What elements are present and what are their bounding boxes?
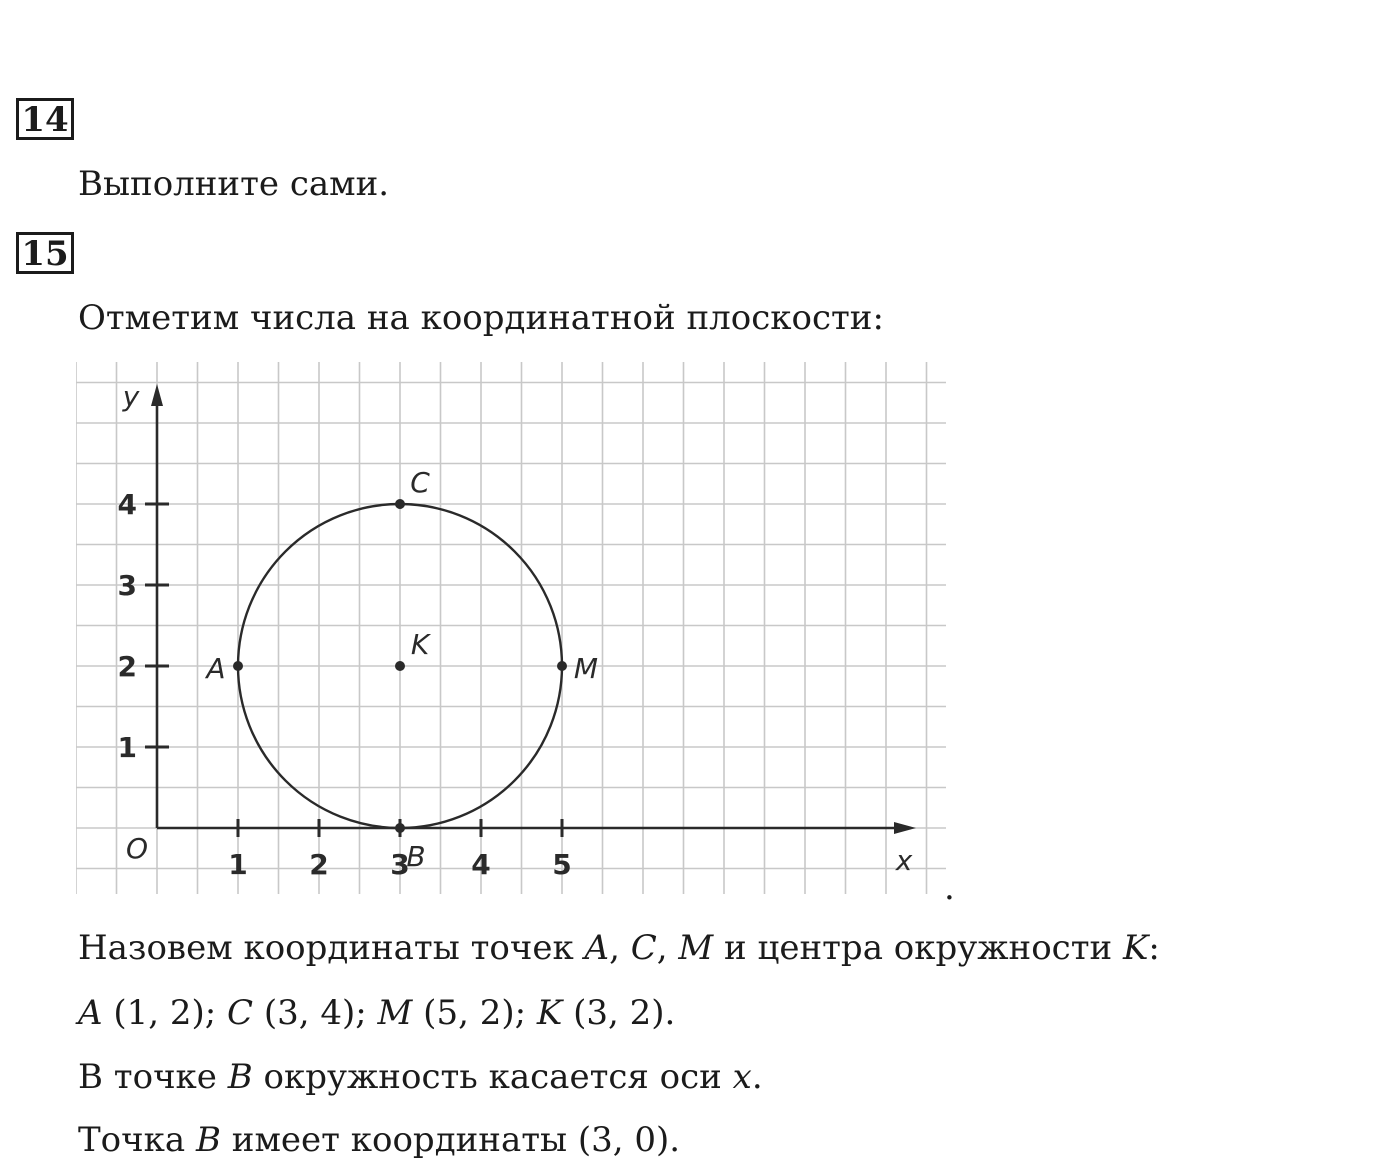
point-m-label: M <box>573 652 599 685</box>
point-b-prefix: Точка <box>78 1120 196 1160</box>
y-axis-arrow <box>151 384 163 406</box>
task-15-number: 15 <box>16 232 74 274</box>
point-b-name: B <box>195 1120 221 1160</box>
question-prefix: Назовем координаты точек <box>78 928 585 968</box>
point-a-name: A <box>584 928 610 968</box>
point-b-statement <box>78 1120 680 1160</box>
point-a-label: A <box>206 652 226 685</box>
x-tick-label: 2 <box>309 848 329 881</box>
x-tick-label: 1 <box>228 848 248 881</box>
y-tick-label: 3 <box>117 569 137 602</box>
task-15-intro: Отметим числа на координатной плоскости: <box>78 298 884 338</box>
coordinate-plane-figure <box>76 362 946 894</box>
y-tick-label: 1 <box>117 731 137 764</box>
task-14-text: Выполните сами. <box>78 164 390 204</box>
point-c-marker <box>395 499 405 509</box>
x-axis-arrow <box>894 822 916 834</box>
axis-x-name: x <box>732 1057 752 1097</box>
point-b-label: B <box>406 840 426 873</box>
y-axis-label: y <box>122 380 140 413</box>
origin-label: O <box>125 832 149 865</box>
point-m-marker <box>557 661 567 671</box>
point-c-name: C <box>630 928 657 968</box>
point-k-name: K <box>1123 928 1149 968</box>
question-middle: и центра окружности <box>713 928 1123 968</box>
separator: , <box>656 928 679 968</box>
point-c-coords: (3, 4); <box>253 993 378 1033</box>
y-tick-label: 2 <box>117 650 137 683</box>
x-tick-label: 3 <box>390 848 410 881</box>
labels-layer <box>118 380 913 881</box>
y-tick-label: 4 <box>117 488 137 521</box>
separator: , <box>609 928 631 968</box>
point-b-marker <box>395 823 405 833</box>
point-b-suffix: имеет координаты (3, 0). <box>220 1120 681 1160</box>
point-k-name: K <box>536 993 563 1033</box>
x-axis-label: x <box>895 844 913 877</box>
tangent-suffix: . <box>751 1057 763 1097</box>
point-a-coords: (1, 2); <box>102 993 228 1033</box>
point-m-name: M <box>678 928 714 968</box>
point-c-name: C <box>227 993 254 1033</box>
tangent-prefix: В точке <box>78 1057 228 1097</box>
point-a-name: A <box>78 993 103 1033</box>
x-tick-label: 4 <box>471 848 491 881</box>
point-k-label: K <box>410 628 430 661</box>
x-tick-label: 5 <box>552 848 572 881</box>
tangent-middle: окружность касается оси <box>252 1057 733 1097</box>
question-suffix: : <box>1148 928 1160 968</box>
point-a-marker <box>233 661 243 671</box>
point-b-name: B <box>227 1057 253 1097</box>
coordinates-answer <box>78 993 675 1033</box>
point-k-marker <box>395 661 405 671</box>
tangent-statement <box>78 1057 763 1097</box>
grid <box>76 362 946 894</box>
trailing-dot: . <box>944 868 955 908</box>
point-k-coords: (3, 2). <box>562 993 676 1033</box>
point-c-label: C <box>410 466 430 499</box>
point-m-name: M <box>377 993 413 1033</box>
point-m-coords: (5, 2); <box>412 993 537 1033</box>
axes <box>145 384 916 837</box>
coordinates-question <box>78 928 1160 968</box>
task-14-number: 14 <box>16 98 74 140</box>
